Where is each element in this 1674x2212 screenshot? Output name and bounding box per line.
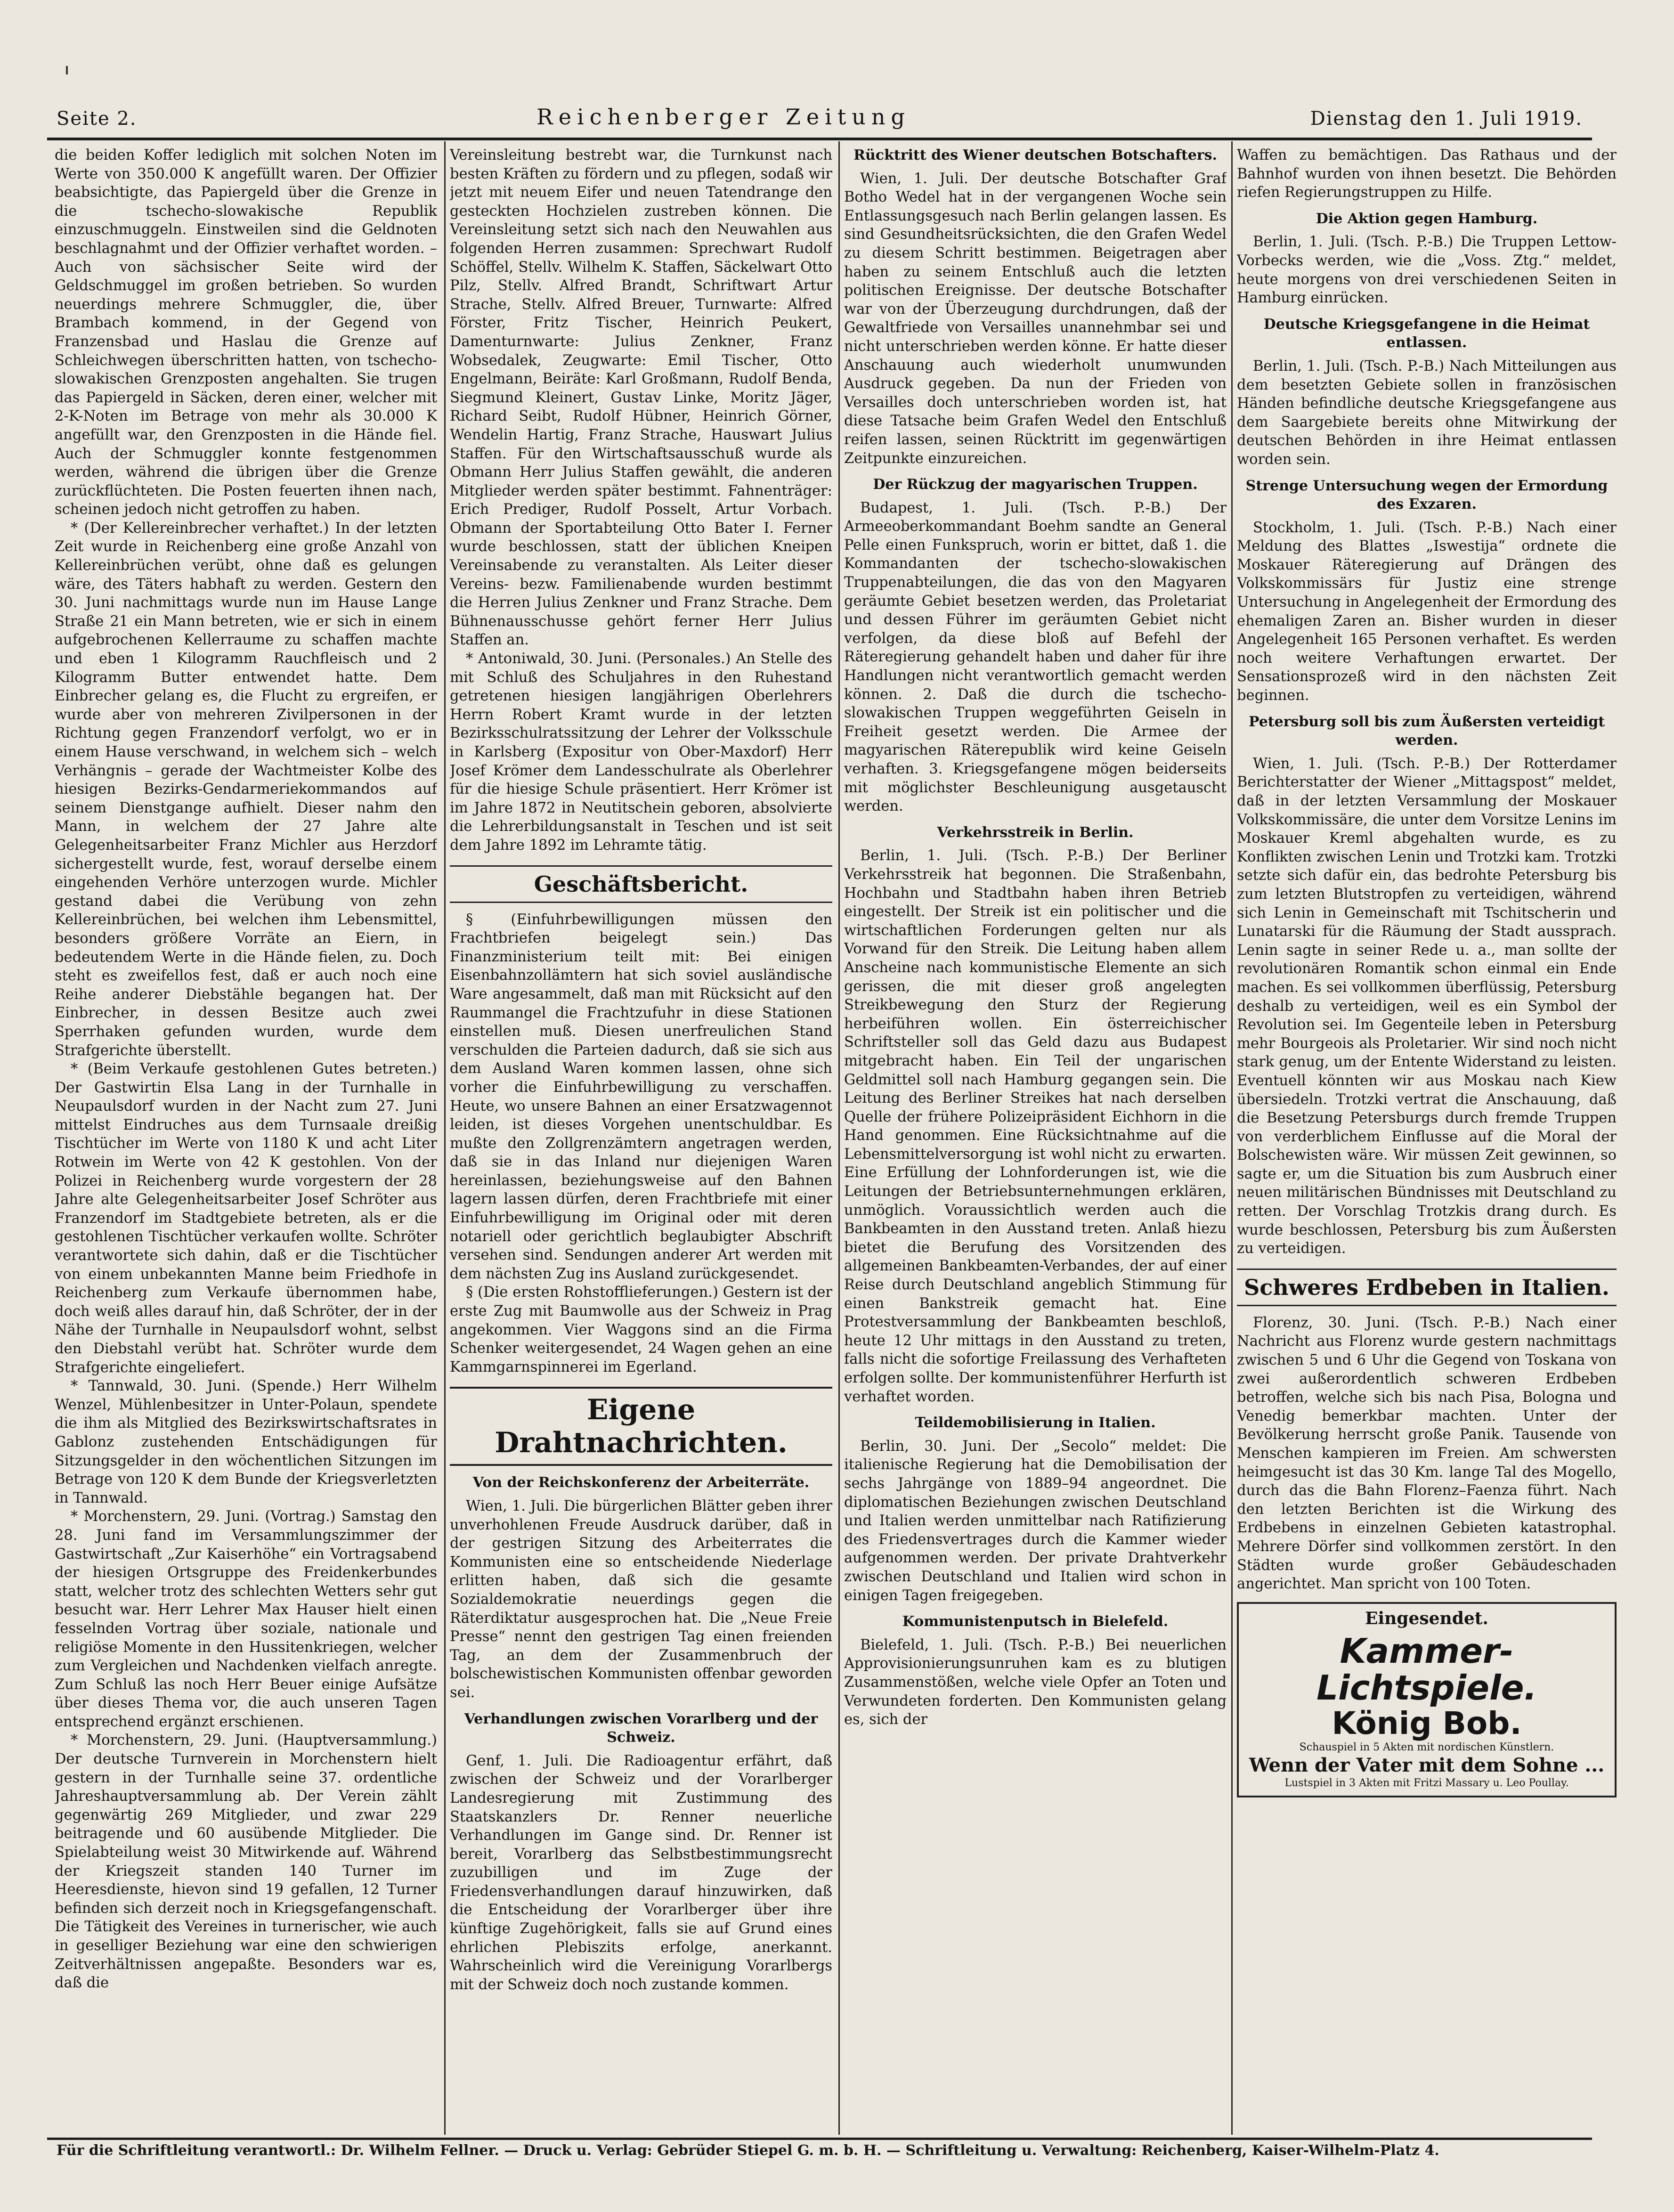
- section-heading-business: Geschäftsbericht.: [450, 865, 832, 903]
- column-4: [1237, 146, 1617, 2134]
- ad-film-subtitle: Lustspiel in 3 Akten mit Fritzi Massary u. Leo Poullay.: [1284, 1777, 1569, 1789]
- article-heading: Verkehrsstreik in Berlin.: [937, 824, 1134, 841]
- article-paragraph: * Morchenstern, 29. Juni. (Vortrag.) Samstag den 28. Juni fand im Versammlungszimmer der Gastwirtschaft „Zur Kaiserhöhe“ ein Vortragsabend der hiesigen Ortsgruppe des Freidenkerbundes statt, welcher trotz des schlechten Wetters sehr gut besucht war. Herr Lehrer Max Hauser hielt einen fesselnden Vortrag über soziale, nationale und religiöse Momente in den Hussitenkriegen, welcher zum Vergleichen und Nachdenken vielfach anregte. Zum Schluß las noch Herr Beuer einige Aufsätze über dieses Thema vor, die auch unseren Tagen entsprechend ergänzt erschienen.: [55, 1508, 437, 1730]
- article-paragraph: Waffen zu bemächtigen. Das Rathaus und der Bahnhof wurden von ihnen besetzt. Die Behörden riefen Regierungstruppen zu Hilfe.: [1237, 147, 1617, 201]
- article-paragraph: Bielefeld, 1. Juli. (Tsch. P.-B.) Bei neuerlichen Approvisionierungsunruhen kam es zu blutigen Zusammenstößen, welche viele Opfer an Toten und Verwundeten forderten. Den Kommunisten gelang es, sich der: [844, 1636, 1227, 1728]
- article-heading: Teildemobilisierung in Italien.: [915, 1415, 1156, 1431]
- ad-film-subtitle: Schauspiel in 5 Akten mit nordischen Künstlern.: [1299, 1741, 1554, 1754]
- article-paragraph: Genf, 1. Juli. Die Radioagentur erfährt, daß zwischen der Schweiz und der Vorarlberger Landesregierung mit Zustimmung des Staatskanzlers Dr. Renner neuerliche Verhandlungen im Gange sind. Dr. Renner ist bereit, Vorarlberg das Selbstbestimmungsrecht zuzubilligen und im Zuge der Friedensverhandlungen darauf hinzuwirken, daß die Entscheidung der Vorarlberger über ihre künftige Zugehörigkeit, falls sie auf Grund eines ehrlichen Plebiszits erfolge, anerkannt. Wahrscheinlich wird die Vereinigung Vorarlbergs mit der Schweiz doch noch zustande kommen.: [450, 1752, 832, 1993]
- article-paragraph: * Morchenstern, 29. Juni. (Hauptversammlung.) Der deutsche Turnverein in Morchenstern hielt gestern in der Turnhalle seine 37. ordentliche Jahreshauptversammlung ab. Der Verein zählt gegenwärtig 269 Mitglieder, und zwar 229 beitragende und 60 ausübende Mitglieder. Die Spielabteilung weist 30 Mitwirkende auf. Während der Kriegszeit standen 140 Turner im Heeresdienste, hievon sind 19 gefallen, 12 Turner befinden sich derzeit noch in Kriegsgefangenschaft. Die Tätigkeit des Vereines in turnerischer, wie auch in geselliger Beziehung war eine den schwierigen Zeitverhältnissen angepaßte. Besonders war es, daß die: [55, 1732, 437, 1992]
- ad-film-title: König Bob.: [1332, 1705, 1522, 1742]
- article-heading: Kommunistenputsch in Bielefeld.: [902, 1613, 1169, 1630]
- article-paragraph: Wien, 1. Juli. (Tsch. P.-B.) Der Rotterdamer Berichterstatter der Wiener „Mittagspost“ meldet, daß in der letzten Versammlung der Moskauer Volkskommissäre, die unter dem Vorsitze Lenins im Moskauer Kreml abgehalten wurde, es zu Konflikten zwischen Lenin und Trotzki kam. Trotzki setzte sich dafür ein, das bedrohte Petersburg bis zum letzten Blutstropfen zu verteidigen, während sich Lenin in Gemeinschaft mit Tschitscherin und Lunatarski für die Räumung der Stadt aussprach. Lenin sagte in seiner Rede u. a., man sollte der revolutionären Romantik schon einmal ein Ende machen. Es sei vollkommen überflüssig, Petersburg deshalb zu verteidigen, weil es ein Symbol der Revolution sei. Im Gegenteile leben in Petersburg mehr Bourgeois als Proletarier. Wir sind noch nicht stark genug, um der Entente Widerstand zu leisten. Eventuell könnten wir aus Moskau nach Kiew übersiedeln. Trotzki vertrat die Anschauung, daß die Besetzung Petersburgs durch fremde Truppen von verderblichem Einflusse auf die Moral der Bolschewisten wäre. Wir müssen Zeit gewinnen, so sagte er, um die Situation bis zum Ausbruch einer neuen militärischen Bündnisses mit Deutschland zu retten. Der Vorschlag Trotzkis drang durch. Es wurde beschlossen, Petersburg bis zum Äußersten zu verteidigen.: [1237, 755, 1617, 1257]
- ad-title: Kammer-Lichtspiele.: [1316, 1631, 1537, 1708]
- article-paragraph: § (Einfuhrbewilligungen müssen den Frachtbriefen beigelegt sein.) Das Finanzministerium teilt mit: Bei einigen Eisenbahnzollämtern hat sich soviel ausländische Ware angesammelt, daß man mit Rücksicht auf den Raummangel die Frachtzufuhr in diese Stationen einstellen muß. Diesen unerfreulichen Stand verschulden die Parteien dadurch, daß sie sich aus dem Ausland Waren kommen lassen, ohne sich vorher die Einfuhrbewilligung zu verschaffen. Heute, wo unsere Bahnen an einer Ersatzwagennot leiden, ist dieses Vorgehen unentschuldbar. Es mußte den Zollgrenzämtern angetragen werden, daß sie in das Inland nur diejenigen Waren hereinlassen, beziehungsweise auf den Bahnen lagern lassen dürfen, deren Frachtbriefe mit einer Einfuhrbewilligung im Original oder mit deren notariell oder gerichtlich beglaubigter Abschrift versehen sind. Sendungen anderer Art werden mit dem nächsten Zug ins Ausland zurückgesendet.: [450, 911, 832, 1282]
- page-number: Seite 2.: [57, 108, 137, 130]
- column-2: [450, 146, 832, 2134]
- column-divider: [838, 141, 840, 2135]
- article-paragraph: Wien, 1. Juli. Die bürgerlichen Blätter geben ihrer unverhohlenen Freude Ausdruck darüber, daß in der gestrigen Sitzung des Arbeiterrates die Kommunisten eine so entscheidende Niederlage erlitten haben, daß sich die gesamte Sozialdemokratie neuerdings gegen die Räterdiktatur ausgesprochen hat. Die „Neue Freie Presse“ nennt den gestrigen Tag einen freienden Tag, an dem der Zusammenbruch der bolschewistischen Kommunisten offenbar geworden sei.: [450, 1498, 832, 1701]
- bottom-rule: [47, 2138, 1592, 2140]
- column-divider: [444, 141, 446, 2135]
- article-paragraph: Berlin, 1. Juli. (Tsch. P.-B.) Der Berliner Verkehrsstreik hat begonnen. Die Straßenbahn, Hochbahn und Stadtbahn haben ihren Betrieb eingestellt. Der Streik ist ein politischer und die wirtschaftlichen Forderungen gelten nur als Vorwand für den Streik. Die Leitung haben allem Anscheine nach kommunistische Elemente an sich gerissen, die mit dieser groß angelegten Streikbewegung den Sturz der Regierung herbeiführen wollen. Ein österreichischer Schriftsteller soll das Geld dazu aus Budapest mitgebracht haben. Ein Teil der ungarischen Geldmittel soll nach Hamburg gegangen sein. Die Leitung des Berliner Streikes hat nach derselben Quelle der frühere Polizeipräsident Eichhorn in die Hand genommen. Eine Rücksichtnahme auf die Lebensmittelversorgung ist wohl nicht zu erwarten. Eine Erfüllung der Lohnforderungen ist, wie die Leitungen der Betriebsunternehmungen erklären, unmöglich. Voraussichtlich werden auch die Bankbeamten in den Ausstand treten. Anlaß hiezu bietet die Berufung des Vorsitzenden des allgemeinen Bankbeamten-Verbandes, der auf einer Reise durch Deutschland angeblich Stimmung für einen Bankstreik gemacht hat. Eine Protestversammlung der Bankbeamten beschloß, heute 12 Uhr mittags in den Ausstand zu treten, falls nicht die sofortige Freilassung des Verhafteten erfolgen sollte. Der kommunistenführer Herfurth ist verhaftet worden.: [844, 847, 1227, 1405]
- article-paragraph: * Tannwald, 30. Juni. (Spende.) Herr Wilhelm Wenzel, Mühlenbesitzer in Unter-Polaun, spendete die ihm als Mitglied des Bezirkswirtschaftsrates in Gablonz zustehenden Entschädigungen für Sitzungsgelder in den wöchentlichen Sitzungen im Betrage von 120 K dem Bunde der Kriegsverletzten in Tannwald.: [55, 1378, 437, 1506]
- article-paragraph: § (Die ersten Rohstofflieferungen.) Gestern ist der erste Zug mit Baumwolle aus der Schweiz in Prag angekommen. Vier Waggons sind an die Firma Schenker weitergesendet, 24 Wagen gehen an eine Kammgarnspinnerei im Egerland.: [450, 1284, 832, 1375]
- article-heading: Rücktritt des Wiener deutschen Botschafters.: [853, 147, 1217, 163]
- issue-date: Dienstag den 1. Juli 1919.: [1310, 108, 1583, 130]
- article-paragraph: Berlin, 30. Juni. Der „Secolo“ meldet: Die italienische Regierung hat die Demobilisation der sechs Jahrgänge von 1889–94 angeordnet. Die diplomatischen Beziehungen zwischen Deutschland und Italien werden unmittelbar nach Ratifizierung des Friedensvertrages durch die Kammer wieder aufgenommen werden. Der private Drahtverkehr zwischen Deutschland und Italien wird schon in einigen Tagen freigegeben.: [844, 1438, 1227, 1604]
- article-paragraph: Berlin, 1. Juli. (Tsch. P.-B.) Die Truppen Lettow-Vorbecks werden, wie die „Voss. Ztg.“ meldet, heute morgens von drei verschiedenen Seiten in Hamburg einrücken.: [1237, 234, 1617, 307]
- article-paragraph: Vereinsleitung bestrebt war, die Turnkunst nach besten Kräften zu fördern und zu pflegen, sodaß wir jetzt mit neuem Eifer und neuen Tatendrange den gesteckten Hochzielen zustreben können. Die Vereinsleitung setzt sich nach den Neuwahlen aus folgenden Herren zusammen: Sprechwart Rudolf Schöffel, Stellv. Wilhelm K. Staffen, Säckelwart Otto Pilz, Stellv. Alfred Brandt, Schriftwart Artur Strache, Stellv. Alfred Breuer, Turnwarte: Alfred Förster, Fritz Tischer, Heinrich Peukert, Damenturnwarte: Julius Zenkner, Franz Wobsedalek, Zeugwarte: Emil Tischer, Otto Engelmann, Beiräte: Karl Großmann, Rudolf Benda, Siegmund Kleinert, Gustav Linke, Moritz Jäger, Richard Seibt, Rudolf Hübner, Heinrich Görner, Wendelin Hartig, Franz Strache, Hauswart Julius Staffen. Für den Wirtschaftsausschuß wurde als Obmann Herr Julius Staffen gewählt, die anderen Mitglieder werden später bestimmt. Fahnenträger: Erich Prediger, Rudolf Posselt, Artur Vorbach. Obmann der Sportabteilung Otto Bater I. Ferner wurde beschlossen, statt der üblichen Kneipen Vereinsabende zu veranstalten. Als Leiter dieser Vereins- bezw. Familienabende wurden bestimmt die Herren Julius Zenkner und Franz Strache. Dem Bühnenausschusse gehört ferner Herr Julius Staffen an.: [450, 147, 832, 649]
- article-paragraph: Florenz, 30. Juni. (Tsch. P.-B.) Nach einer Nachricht aus Florenz wurde gestern nachmittags zwischen 5 und 6 Uhr die Gegend von Toskana von zwei außerordentlich schweren Erdbeben betroffen, welche sich bis nach Pisa, Bologna und Venedig bemerkbar machten. Unter der Bevölkerung herrscht große Panik. Tausende von Menschen kampieren im Freien. Am schwersten heimgesucht ist das 30 Km. lange Tal des Mogello, durch das die Bahn Florenz–Faenza führt. Nach den letzten Berichten ist die Wirkung des Erdbebens in einzelnen Gebieten katastrophal. Mehrere Dörfer sind vollkommen zerstört. In den Städten wurde großer Gebäudeschaden angerichtet. Man spricht von 100 Toten.: [1237, 1314, 1617, 1593]
- column-1: [55, 146, 437, 2134]
- newspaper-title: Reichenberger Zeitung: [536, 104, 910, 130]
- article-paragraph: * Antoniwald, 30. Juni. (Personales.) An Stelle des mit Schluß des Schuljahres in den Ruhestand getretenen hiesigen langjährigen Oberlehrers Herrn Robert Kramt wurde in der letzten Bezirksschulratssitzung der Lehrer der Volksschule in Karlsberg (Expositur von Ober-Maxdorf) Herr Josef Krömer dem Landesschulrate als Oberlehrer für die hiesige Schule präsentiert. Herr Krömer ist im Jahre 1872 in Neutitschein geboren, absolvierte die Lehrerbildungsanstalt in Teschen und ist seit dem Jahre 1892 im Lehramte tätig.: [450, 651, 832, 854]
- top-rule: [47, 138, 1592, 140]
- page-mark: [66, 66, 68, 74]
- section-heading-wire-news: Eigene Drahtnachrichten.: [450, 1387, 832, 1466]
- masthead: [57, 97, 1583, 130]
- section-heading-earthquake: Schweres Erdbeben in Italien.: [1237, 1269, 1617, 1306]
- article-heading: Petersburg soll bis zum Äußersten verteidigt werden.: [1248, 713, 1605, 749]
- column-divider: [1231, 141, 1233, 2135]
- article-paragraph: die beiden Koffer lediglich mit solchen Noten im Werte von 350.000 K angefüllt waren. Der Offizier beabsichtigte, das Papiergeld über die Grenze in die tschecho-slowakische Republik einzuschmuggeln. Einstweilen sind die Geldnoten beschlagnahmt und der Offizier verhaftet worden. – Auch von sächsischer Seite wird der Geldschmuggel im großen betrieben. So wurden neuerdings mehrere Schmuggler, die, über Brambach kommend, in der Gegend von Franzensbad und Haslau die Grenze auf Schleichwegen überschritten hatten, von tschecho-slowakischen Grenzposten angehalten. Sie trugen das Papiergeld in Säcken, deren einer, welcher mit 2-K-Noten im Betrage von mehr als 30.000 K angefüllt war, den Grenzposten in die Hände fiel. Auch der Schmuggler konnte festgenommen werden, während die übrigen über die Grenze zurückflüchteten. Die Posten feuerten ihnen nach, scheinen jedoch nicht getroffen zu haben.: [55, 147, 437, 518]
- article-paragraph: * (Der Kellereinbrecher verhaftet.) In der letzten Zeit wurde in Reichenberg eine große Anzahl von Kellereinbrüchen verübt, ohne daß es gelungen wäre, des Täters habhaft zu werden. Gestern den 30. Juni nachmittags wurde nun im Hause Lange Straße 21 ein Mann betreten, wie er sich in einem aufgebrochenen Kellerraume zu schaffen machte und eben 1 Kilogramm Rauchfleisch und 2 Kilogramm Butter entwendet hatte. Dem Einbrecher gelang es, die Flucht zu ergreifen, er wurde aber von mehreren Zivilpersonen in der Richtung gegen Franzendorf verfolgt, wo er in einem Hause verschwand, in welchem sich – welch Verhängnis – gerade der Wachtmeister Kolbe des hiesigen Bezirks-Gendarmeriekommandos auf seinem Dienstgange aufhielt. Dieser nahm den Mann, in welchem der 27 Jahre alte Gelegenheitsarbeiter Franz Michler aus Herzdorf sichergestellt wurde, fest, worauf derselbe einem eingehenden Verhöre unterzogen wurde. Michler gestand dabei die Verübung von zehn Kellereinbrüchen, bei welchen ihm Lebensmittel, besonders größere Vorräte an Eiern, in bedeutendem Werte in die Hände fielen, zu. Doch steht es zweifellos fest, daß er auch noch eine Reihe anderer Diebstähle begangen hat. Der Einbrecher, in dessen Besitze auch zwei Sperrhaken gefunden wurden, wurde dem Strafgerichte überstellt.: [55, 520, 437, 1059]
- ad-label: Eingesendet.: [1365, 1608, 1488, 1628]
- ad-film-title: Wenn der Vater mit dem Sohne ...: [1249, 1754, 1605, 1777]
- article-heading: Verhandlungen zwischen Vorarlberg und der Schweiz.: [464, 1710, 818, 1746]
- article-heading: Deutsche Kriegsgefangene in die Heimat entlassen.: [1263, 316, 1590, 351]
- cinema-advertisement: [1237, 1602, 1617, 1798]
- article-heading: Von der Reichskonferenz der Arbeiterräte.: [472, 1474, 810, 1491]
- column-3: [844, 146, 1227, 2134]
- article-heading: Strenge Untersuchung wegen der Ermordung des Exzaren.: [1245, 477, 1608, 513]
- article-paragraph: Budapest, 1. Juli. (Tsch. P.-B.) Der Armeeoberkommandant Boehm sandte an General Pelle einen Funkspruch, worin er bittet, daß 1. die Kommandanten der tschecho-slowakischen Truppenabteilungen, die das von den Magyaren geräumte Gebiet besetzen werden, das Proletariat und dessen Führer im geräumten Gebiet nicht verfolgen, da diese bloß auf Befehl der Räteregierung gehandelt haben und daher für ihre Handlungen nicht verantwortlich gemacht werden können. 2. Daß die durch die tschecho-slowakischen Truppen weggeführten Geiseln in Freiheit gesetzt werden. Die Armee der magyarischen Räterepublik wird keine Geiseln verhaften. 3. Kriegsgefangene mögen beiderseits mit möglichster Beschleunigung ausgetauscht werden.: [844, 499, 1227, 815]
- article-heading: Die Aktion gegen Hamburg.: [1316, 210, 1538, 227]
- article-heading: Der Rückzug der magyarischen Truppen.: [873, 476, 1198, 493]
- article-paragraph: * (Beim Verkaufe gestohlenen Gutes betreten.) Der Gastwirtin Elsa Lang in der Turnhalle in Neupaulsdorf wurden in der Nacht zum 27. Juni mittelst Eindruches aus dem Turnsaale dreißig Tischtücher im Werte von 1180 K und acht Liter Rotwein im Werte von 42 K gestohlen. Von der Polizei in Reichenberg wurde vorgestern der 28 Jahre alte Gelegenheitsarbeiter Josef Schröter aus Franzendorf im Stadtgebiete betreten, als er die gestohlenen Tischtücher verkaufen wollte. Schröter verantwortete sich dahin, daß er die Tischtücher von einem unbekannten Manne beim Friedhofe in Reichenberg zum Verkaufe übernommen habe, doch weiß alles darauf hin, daß Schröter, der in der Nähe der Turnhalle in Neupaulsdorf wohnt, selbst den Diebstahl verübt hat. Schröter wurde dem Strafgerichte eingeliefert.: [55, 1061, 437, 1376]
- article-paragraph: Stockholm, 1. Juli. (Tsch. P.-B.) Nach einer Meldung des Blattes „Iswestija“ ordnete die Moskauer Räteregierung auf Drängen des Volkskommissärs für Justiz eine strenge Untersuchung in Angelegenheit der Ermordung des ehemaligen Zaren an. Bisher wurden in dieser Angelegenheit 165 Personen verhaftet. Es werden noch weitere Verhaftungen erwartet. Der Sensationsprozeß wird in den nächsten Zeit beginnen.: [1237, 519, 1617, 704]
- imprint-footer: Für die Schriftleitung verantwortl.: Dr. Wilhelm Fellner. — Druck u. Verlag: Gebrüder Stiepel G. m. b. H. — Schriftleitung u. Verwaltung: Reichenberg, Kaiser-Wilhelm-Platz 4.: [57, 2142, 1439, 2159]
- article-paragraph: Berlin, 1. Juli. (Tsch. P.-B.) Nach Mitteilungen aus dem besetzten Gebiete sollen in französischen Händen befindliche deutsche Kriegsgefangene aus dem Saargebiete bereits ohne Mitwirkung der deutschen Behörden in ihre Heimat entlassen worden sein.: [1237, 358, 1617, 468]
- article-paragraph: Wien, 1. Juli. Der deutsche Botschafter Graf Botho Wedel hat in der vergangenen Woche sein Entlassungsgesuch nach Berlin gelangen lassen. Es sind Gesundheitsrücksichten, die den Grafen Wedel zu diesem Schritt bestimmen. Beigetragen aber haben zu seinem Entschluß auch die letzten politischen Ereignisse. Der deutsche Botschafter war von der Überzeugung durchdrungen, daß der Gewaltfriede von Versailles unannehmbar sei und nicht unterschrieben werden könne. Er hatte dieser Anschauung auch wiederholt unumwunden Ausdruck gegeben. Da nun der Frieden von Versailles doch unterschrieben worden ist, hat diese Tatsache beim Grafen Wedel den Entschluß reifen lassen, seinen Rücktritt im gegenwärtigen Zeitpunkte einzureichen.: [844, 170, 1227, 467]
